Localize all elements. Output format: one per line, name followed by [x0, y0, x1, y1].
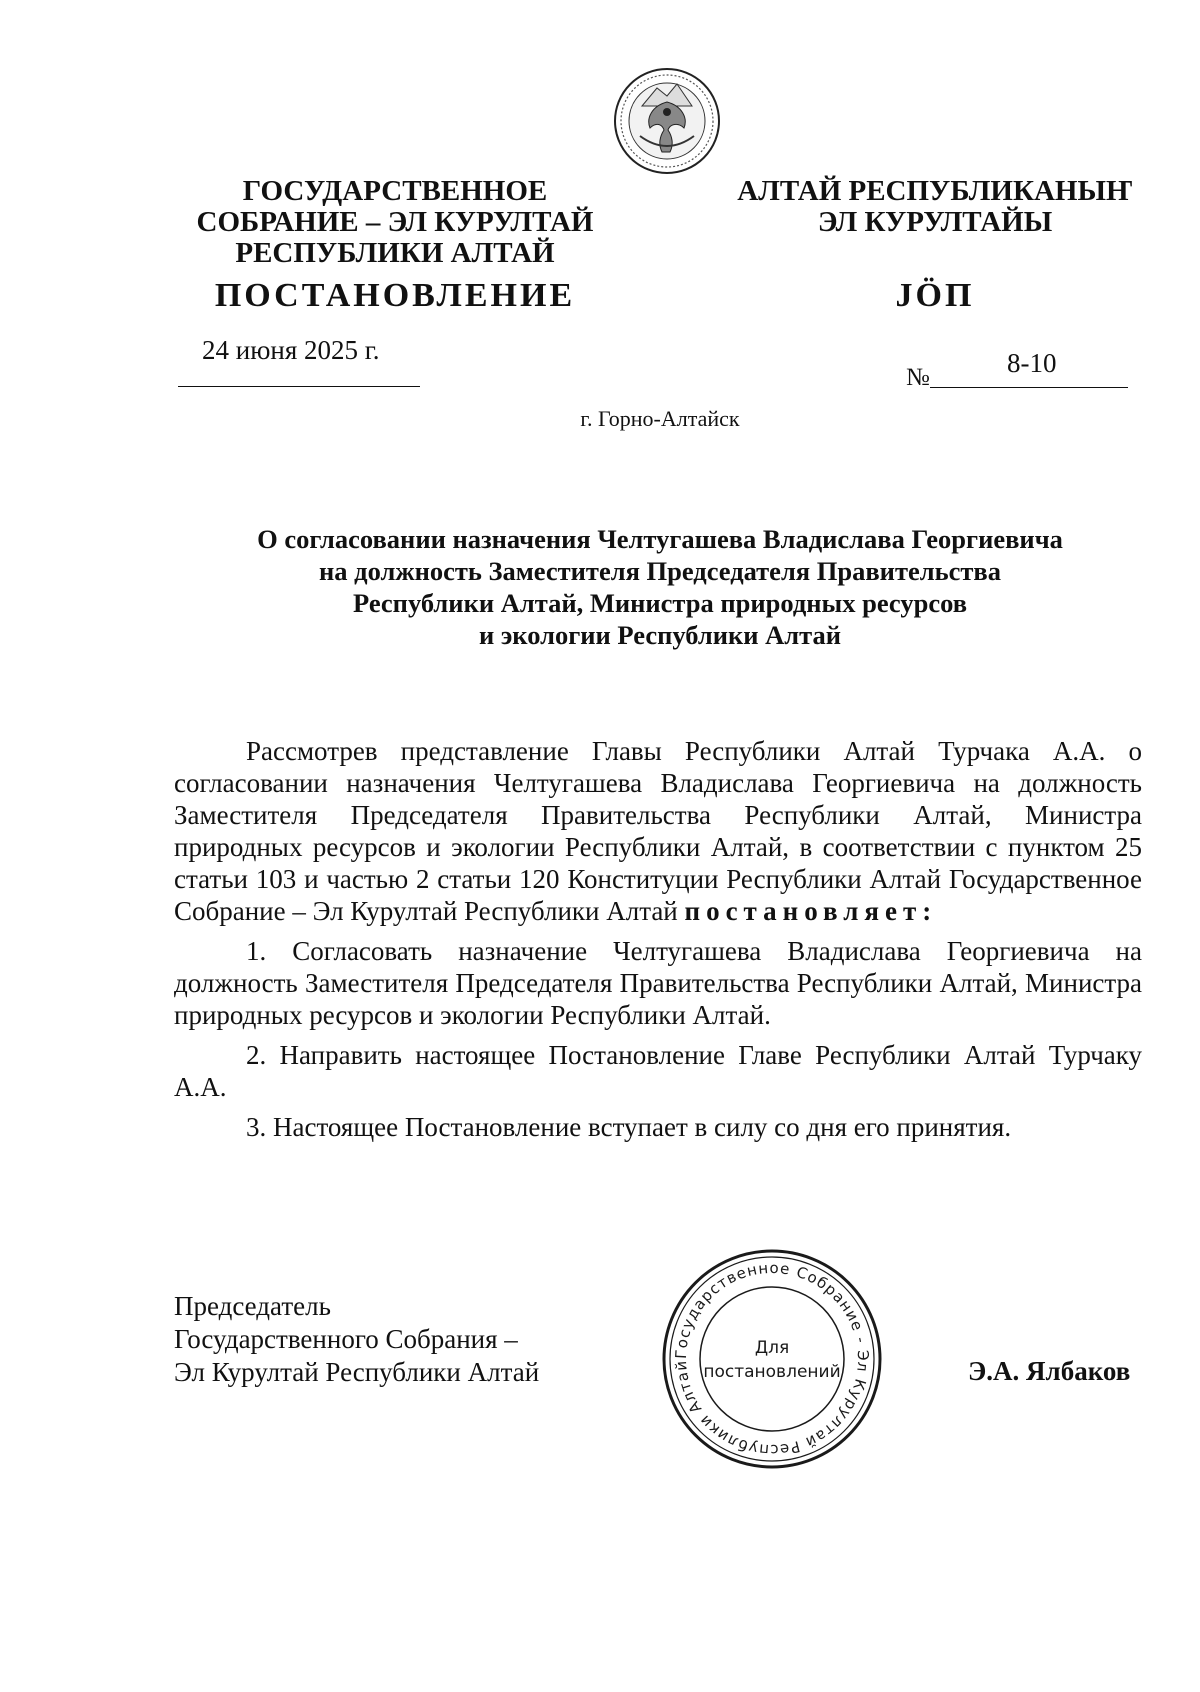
number-underline [930, 387, 1128, 388]
document-city: г. Горно-Алтайск [580, 406, 740, 431]
stamp-center-line: постановлений [703, 1362, 841, 1382]
header-left [150, 176, 640, 269]
document-number: 8-10 [1007, 348, 1057, 378]
stamp-ring-text: Государственное Собрание - Эл Курултай Республики Алтай [671, 1258, 873, 1460]
header-left-line: РЕСПУБЛИКИ АЛТАЙ [235, 237, 555, 269]
svg-text:Государственное Собрание - Эл [672, 1259, 872, 1459]
position-line: Государственного Собрания – [174, 1324, 518, 1354]
document-title [150, 523, 1170, 651]
stamp-center-line: Для [754, 1338, 790, 1358]
preamble-text: Рассмотрев представление Главы Республики Алтай Турчака А.А. о согласовании назначения Челтугашева Владислава Георгиевича на должность Заместителя Председателя Правительства Республики Алтай, Министра природных ресурсов и экологии Республики Алтай, в соответствии с пунктом 25 статьи 103 и частью 2 статьи 120 Конституции Республики Алтай Государственное Собрание – Эл Курултай Республики Алтай [174, 736, 1142, 926]
header-left-line: СОБРАНИЕ – ЭЛ КУРУЛТАЙ [196, 206, 594, 238]
header-right-line: ЭЛ КУРУЛТАЙЫ [817, 206, 1053, 238]
document-body [174, 735, 1142, 1143]
decree-item-1: 1. Согласовать назначение Челтугашева Владислава Георгиевича на должность Заместителя Председателя Правительства Республики Алтай, Министра природных ресурсов и экологии Республики Алтай. [174, 936, 1142, 1030]
header-right-line: АЛТАЙ РЕСПУБЛИКАНЫҤ [737, 175, 1133, 207]
doctype-right: JÖП [895, 277, 975, 314]
title-line: О согласовании назначения Челтугашева Владислава Георгиевича [257, 524, 1063, 554]
title-line: на должность Заместителя Председателя Правительства [319, 556, 1001, 586]
signatory-name: Э.А. Ялбаков [968, 1356, 1131, 1386]
decree-item-3: 3. Настоящее Постановление вступает в силу со дня его принятия. [246, 1112, 1012, 1142]
title-line: и экологии Республики Алтай [478, 620, 842, 650]
number-sign: № [906, 364, 930, 391]
header-right [700, 176, 1170, 238]
coat-of-arms-icon [612, 66, 722, 176]
decree-item-2: 2. Направить настоящее Постановление Главе Республики Алтай Турчаку А.А. [174, 1040, 1142, 1102]
decree-word: постановляет: [684, 896, 938, 926]
date-underline [178, 386, 420, 387]
signatory-position [174, 1290, 539, 1389]
position-line: Эл Курултай Республики Алтай [174, 1357, 540, 1387]
header-left-line: ГОСУДАРСТВЕННОЕ [242, 175, 548, 207]
position-line: Председатель [174, 1291, 331, 1321]
doctype-left: ПОСТАНОВЛЕНИЕ [214, 277, 576, 314]
document-date: 24 июня 2025 г. [202, 335, 380, 365]
preamble [174, 735, 1142, 927]
official-stamp [658, 1245, 886, 1473]
title-line: Республики Алтай, Министра природных ресурсов [352, 588, 968, 618]
